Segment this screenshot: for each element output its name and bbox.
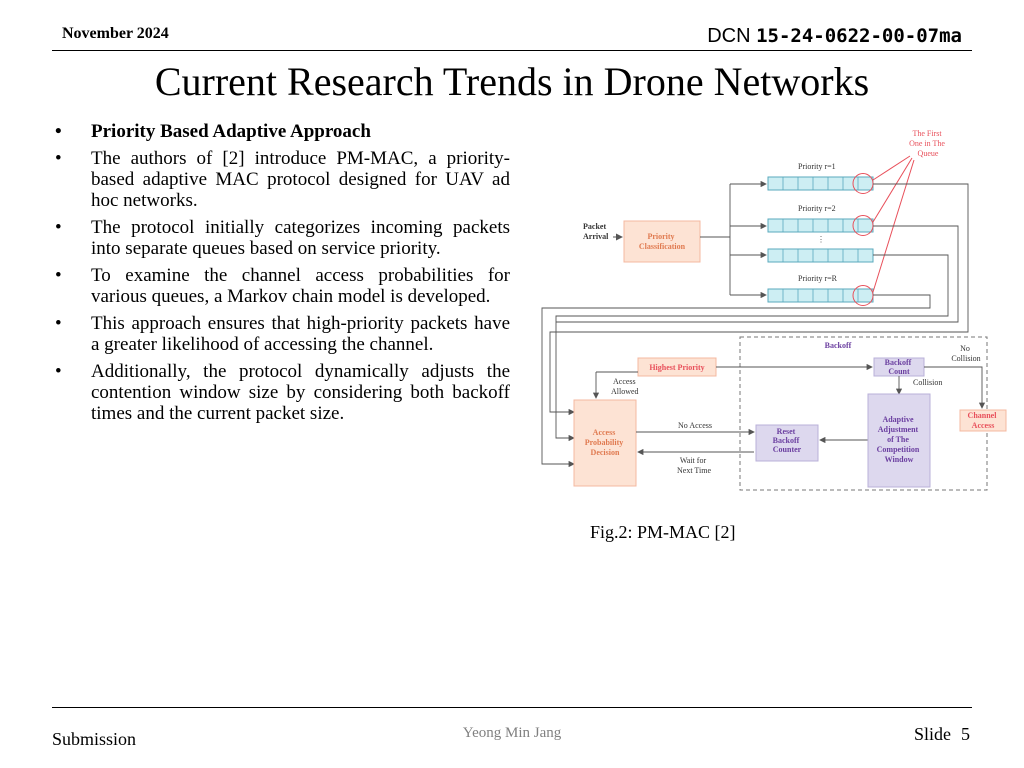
reset-backoff-text: Reset Backoff Counter bbox=[772, 427, 802, 454]
bullet-item: • The authors of [2] introduce PM-MAC, a priority-based adaptive MAC protocol designed for UAV ad hoc networks. bbox=[52, 148, 510, 211]
collision-label: Collision bbox=[913, 378, 943, 387]
header-rule bbox=[52, 50, 972, 51]
slide-number: 5 bbox=[961, 724, 970, 744]
access-probability-text: Access Probability Decision bbox=[584, 428, 624, 457]
first-one-label: The First One in The Queue bbox=[909, 129, 945, 158]
footer-slide bbox=[904, 724, 970, 745]
no-access-label: No Access bbox=[678, 421, 712, 430]
vertical-ellipsis: ⋮ bbox=[817, 235, 825, 244]
queue-3 bbox=[768, 249, 873, 262]
bullet-item: • Additionally, the protocol dynamically adjusts the contention window size by considering both backoff times and the current packet size. bbox=[52, 361, 510, 424]
queue-1 bbox=[768, 177, 873, 190]
wait-label: Wait for Next Time bbox=[676, 456, 712, 475]
slide-label: Slide bbox=[913, 724, 951, 744]
pm-mac-diagram bbox=[538, 122, 1008, 494]
access-allowed-label: Access Allowed bbox=[611, 377, 639, 396]
packet-arrival-label: Packet Arrival bbox=[583, 222, 609, 241]
bullet-item: • This approach ensures that high-priority packets have a greater likelihood of accessing the channel. bbox=[52, 313, 510, 355]
header-date: November 2024 bbox=[62, 25, 169, 42]
header-dcn bbox=[707, 25, 962, 48]
priority-r-label: Priority r=R bbox=[798, 274, 837, 283]
priority-2-label: Priority r=2 bbox=[798, 204, 836, 213]
queue-r bbox=[768, 289, 873, 302]
dcn-number: 15-24-0622-00-07ma bbox=[756, 25, 962, 47]
footer-submission: Submission bbox=[52, 729, 137, 749]
figure-caption: Fig.2: PM-MAC [2] bbox=[590, 522, 736, 542]
footer-author: Yeong Min Jang bbox=[462, 725, 562, 741]
slide-title: Current Research Trends in Drone Networks bbox=[154, 59, 870, 104]
backoff-label: Backoff bbox=[824, 341, 852, 350]
classification-to-queues bbox=[700, 184, 766, 295]
footer-rule bbox=[52, 707, 972, 708]
bullet-item: • Priority Based Adaptive Approach bbox=[52, 121, 510, 142]
adaptive-adjustment-text: Adaptive Adjustment of The Competition Window bbox=[876, 415, 920, 464]
highest-priority-text: Highest Priority bbox=[649, 363, 705, 372]
priority-1-label: Priority r=1 bbox=[798, 162, 836, 171]
bullet-item: • To examine the channel access probabilities for various queues, a Markov chain model is developed. bbox=[52, 265, 510, 307]
bullet-list bbox=[52, 121, 510, 430]
backoff-count-text: Backoff Count bbox=[884, 358, 912, 376]
backoff-region bbox=[740, 337, 987, 490]
dcn-prefix: DCN bbox=[707, 25, 751, 47]
bullet-item: • The protocol initially categorizes incoming packets into separate queues based on service priority. bbox=[52, 217, 510, 259]
queue-2 bbox=[768, 219, 873, 232]
no-collision-label: No Collision bbox=[951, 344, 981, 363]
priority-classification-text: Priority Classification bbox=[638, 232, 686, 251]
channel-access-text: Channel Access bbox=[967, 411, 997, 430]
